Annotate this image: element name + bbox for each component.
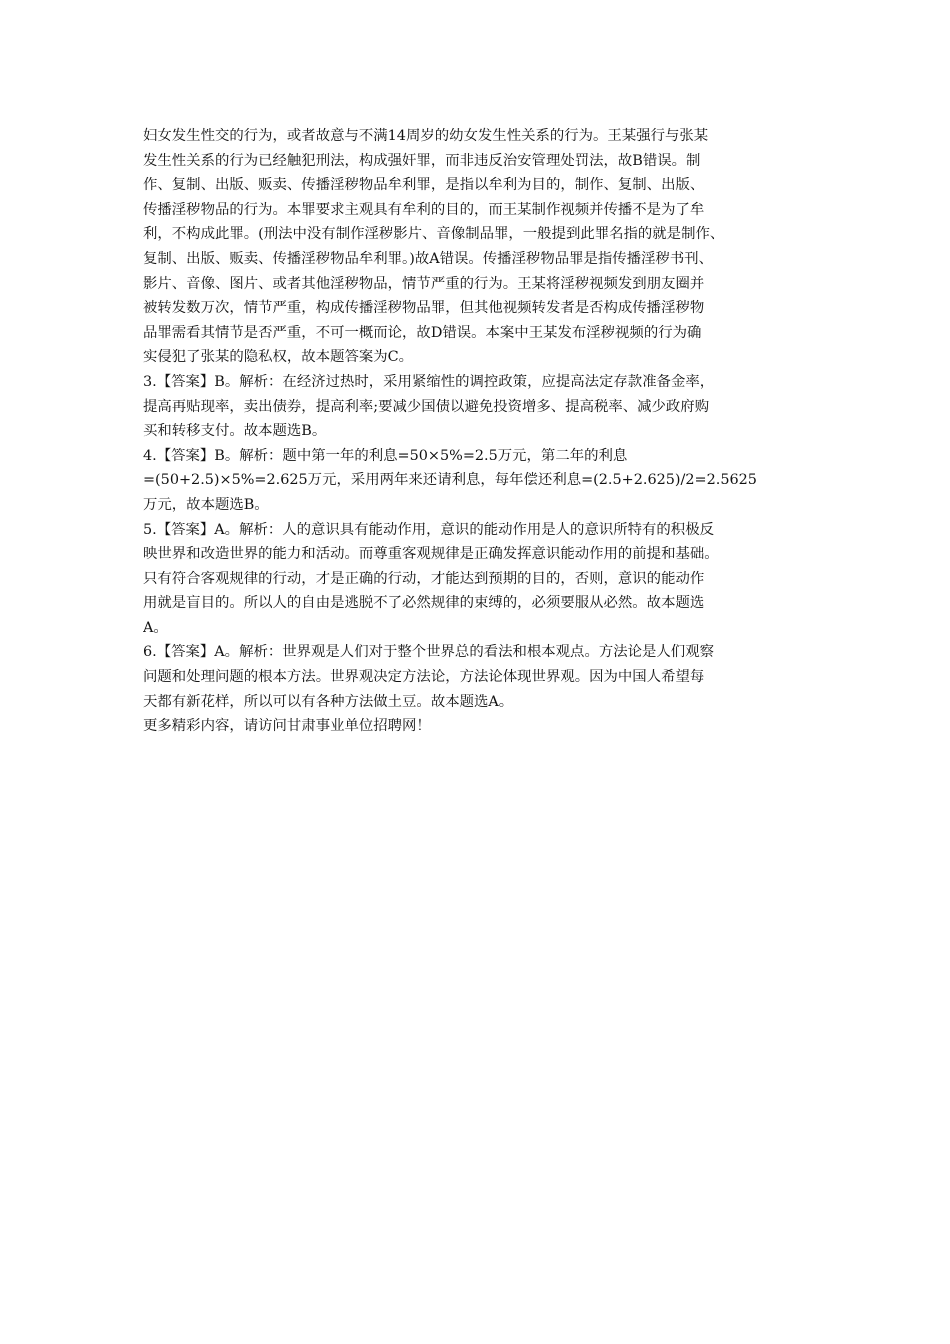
text-line: 天都有新花样，所以可以有各种方法做土豆。故本题选A。 — [143, 693, 514, 710]
text-line: 用就是盲目的。所以人的自由是逃脱不了必然规律的束缚的，必须要服从必然。故本题选 — [143, 595, 705, 612]
answer-5-line: 5.【答案】A。解析：人的意识具有能动作用，意识的能动作用是人的意识所特有的积极反 — [143, 521, 714, 538]
answer-3-line: 3.【答案】B。解析：在经济过热时，采用紧缩性的调控政策，应提高法定存款准备金率， — [143, 373, 715, 390]
text-line: 影片、音像、图片、或者其他淫秽物品，情节严重的行为。王某将淫秽视频发到朋友圈并 — [143, 275, 705, 292]
text-line: 传播淫秽物品的行为。本罪要求主观具有牟利的目的，而王某制作视频并传播不是为了牟 — [143, 201, 705, 218]
footer-promo-line: 更多精彩内容，请访问甘肃事业单位招聘网！ — [143, 718, 431, 735]
text-line: 复制、出版、贩卖、传播淫秽物品牟利罪。)故A错误。传播淫秽物品罪是指传播淫秽书刊、 — [143, 250, 714, 267]
text-line: A。 — [143, 619, 168, 636]
document-body — [143, 124, 815, 739]
text-line: =(50+2.5)×5%=2.625万元，采用两年来还请利息，每年偿还利息=(2.5+2.625)/2=2.5625 — [143, 472, 757, 489]
text-line: 实侵犯了张某的隐私权，故本题答案为C。 — [143, 349, 414, 366]
answer-6-line: 6.【答案】A。解析：世界观是人们对于整个世界总的看法和根本观点。方法论是人们观察 — [143, 644, 714, 661]
text-line: 映世界和改造世界的能力和活动。而尊重客观规律是正确发挥意识能动作用的前提和基础。 — [143, 546, 719, 563]
text-line: 发生性关系的行为已经触犯刑法，构成强奸罪，而非违反治安管理处罚法，故B错误。制 — [143, 152, 701, 169]
text-line: 万元，故本题选B。 — [143, 496, 269, 513]
text-line: 被转发数万次，情节严重，构成传播淫秽物品罪，但其他视频转发者是否构成传播淫秽物 — [143, 300, 705, 317]
text-line: 买和转移支付。故本题选B。 — [143, 423, 327, 440]
text-line: 问题和处理问题的根本方法。世界观决定方法论，方法论体现世界观。因为中国人希望每 — [143, 669, 705, 686]
text-line: 作、复制、出版、贩卖、传播淫秽物品牟利罪，是指以牟利为目的，制作、复制、出版、 — [143, 177, 705, 194]
text-line: 只有符合客观规律的行动，才是正确的行动，才能达到预期的目的，否则，意识的能动作 — [143, 570, 705, 587]
text-line: 利，不构成此罪。(刑法中没有制作淫秽影片、音像制品罪，一般提到此罪名指的就是制作、 — [143, 226, 725, 243]
text-line: 提高再贴现率，卖出债券，提高利率;要减少国债以避免投资增多、提高税率、减少政府购 — [143, 398, 710, 415]
text-line: 妇女发生性交的行为，或者故意与不满14周岁的幼女发生性关系的行为。王某强行与张某 — [143, 128, 709, 144]
answer-4-line: 4.【答案】B。解析：题中第一年的利息=50×5%=2.5万元，第二年的利息 — [143, 447, 628, 464]
text-line: 品罪需看其情节是否严重，不可一概而论，故D错误。本案中王某发布淫秽视频的行为确 — [143, 324, 702, 341]
